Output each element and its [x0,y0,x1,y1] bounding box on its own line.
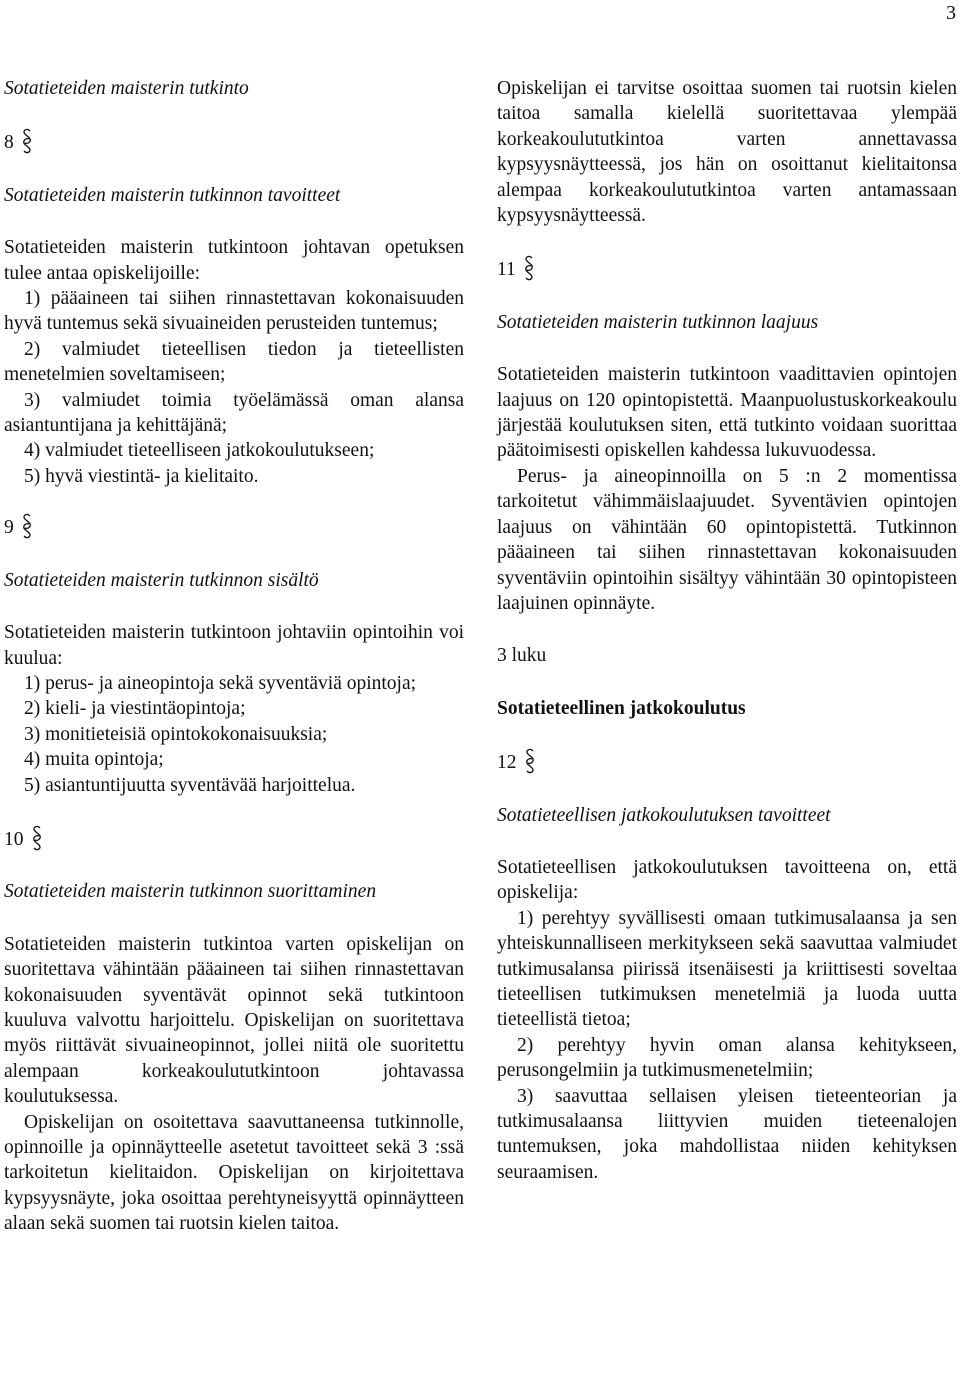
section-title-10: Sotatieteiden maisterin tutkinnon suorittaminen [4,881,377,903]
section-number-8 [4,128,464,155]
section-sign-icon [31,825,43,851]
section-10-paragraph: Sotatieteiden maisterin tutkintoa varten opiskelijan on suoritettava vähintään pääaineen tai siihen rinnastettavan kokonaisuuden syventävät opinnot sekä tutkintoon kuuluva valvottu harjoittelu. Opiskelijan on suoritettava myös riittävät sivuaineopinnot, jollei niitä ole suoritettu alempaan korkeakoulututkintoon johtavassa koulutuksessa. [4,933,464,1108]
section-11-paragraph: Sotatieteiden maisterin tutkintoon vaadittavien opintojen laajuus on 120 opintopistettä. Maanpuolustuskorkeakoulu järjestää koulutuksen siten, että tutkinto voidaan suorittaa päätoimisesti opiskellen kahdessa lukuvuodessa. [497,364,957,462]
list-item: 1) perus- ja aineopintoja sekä syventäviä opintoja; [24,672,417,694]
list-item: 3) saavuttaa sellaisen yleisen tieteenteorian ja tutkimusalaansa liittyvien muiden tieteenalojen tuntemuksen, joka mahdollistaa niiden kehityksen seuraamisen. [497,1085,957,1183]
section-9-lead: Sotatieteiden maisterin tutkintoon johtaviin opintoihin voi kuulua: [4,622,464,669]
section-11-paragraph: Perus- ja aineopinnoilla on 5 :n 2 momentissa tarkoitetut vähimmäislaajuudet. Syventävien opintojen laajuus on vähintään 60 opintopistettä. Tutkinnon pääaineen tai siihen rinnastettavan kokonaisuuden syventäviin opintoihin sisältyy vähintään 30 opintopisteen laajuinen opinnäyte. [497,465,957,614]
left-column [4,76,464,1237]
section-title-8: Sotatieteiden maisterin tutkinnon tavoitteet [4,184,341,206]
section-number-12 [497,748,957,775]
list-item: 5) asiantuntijuutta syventävää harjoittelua. [24,774,356,796]
section-heading-intro: Sotatieteiden maisterin tutkinto [4,78,249,99]
section-sign-icon [21,128,33,154]
section-number: 12 [497,752,517,774]
section-10-paragraph: Opiskelijan ei tarvitse osoittaa suomen tai ruotsin kielen taitoa samalla kielellä suoritettavaa ylempää korkeakoulututkintoa varten annettavassa kypsyysnäytteessä, jos hän on osoittanut kielitaitonsa alempaa korkeakoulututkintoa varten antamassaan kypsyysnäytteessä. [497,78,957,227]
section-number-10 [4,825,464,852]
list-item: 2) perehtyy hyvin oman alansa kehitykseen, perusongelmiin ja tutkimusmenetelmiin; [497,1034,957,1082]
chapter-label: 3 luku [497,645,547,667]
list-item: 3) monitieteisiä opintokokonaisuuksia; [24,723,328,745]
section-number: 8 [4,132,14,154]
section-number: 11 [497,259,516,281]
section-title-12: Sotatieteellisen jatkokoulutuksen tavoitteet [497,804,831,826]
list-item: 4) muita opintoja; [24,749,164,771]
section-number: 9 [4,517,14,539]
right-column [497,76,957,1185]
section-title-9: Sotatieteiden maisterin tutkinnon sisältö [4,569,319,591]
section-12-lead: Sotatieteellisen jatkokoulutuksen tavoitteena on, että opiskelija: [497,856,957,904]
section-number-9 [4,513,464,540]
list-item: 5) hyvä viestintä- ja kielitaito. [24,465,259,487]
list-item: 2) kieli- ja viestintäopintoja; [24,698,246,720]
section-sign-icon [523,255,535,281]
chapter-title: Sotatieteellinen jatkokoulutus [497,697,746,719]
section-8-lead: Sotatieteiden maisterin tutkintoon johtavan opetuksen tulee antaa opiskelijoille: [4,237,464,284]
list-item: 1) pääaineen tai siihen rinnastettavan kokonaisuuden hyvä tuntemus sekä sivuaineiden perusteiden tuntemus; [4,288,464,335]
list-item: 3) valmiudet toimia työelämässä oman alansa asiantuntijana ja kehittäjänä; [4,389,464,437]
list-item: 2) valmiudet tieteellisen tiedon ja tieteellisten menetelmien soveltamiseen; [4,338,464,386]
section-sign-icon [524,748,536,774]
section-title-11: Sotatieteiden maisterin tutkinnon laajuus [497,311,819,333]
section-sign-icon [21,513,33,539]
section-number-11 [497,255,957,282]
list-item: 1) perehtyy syvällisesti omaan tutkimusalaansa ja sen yhteiskunnalliseen merkitykseen sekä saavuttaa valmiudet tutkimusalansa piirissä itsenäisesti ja kriittisesti soveltaa tieteellisen tutkimuksen menetelmiä ja luoda uutta tieteellistä tietoa; [497,907,957,1031]
section-number: 10 [4,828,24,850]
page-number: 3 [946,2,956,24]
section-10-paragraph: Opiskelijan on osoitettava saavuttaneensa tutkinnolle, opinnoille ja opinnäytteelle asetetut tavoitteet sekä 3 :ssä tarkoitetun kielitaidon. Opiskelijan on kirjoitettava kypsyysnäyte, joka osoittaa perehtyneisyyttä opinnäytteen alaan sekä suomen tai ruotsin kielen taitoa. [4,1111,464,1235]
list-item: 4) valmiudet tieteelliseen jatkokoulutukseen; [24,440,375,462]
